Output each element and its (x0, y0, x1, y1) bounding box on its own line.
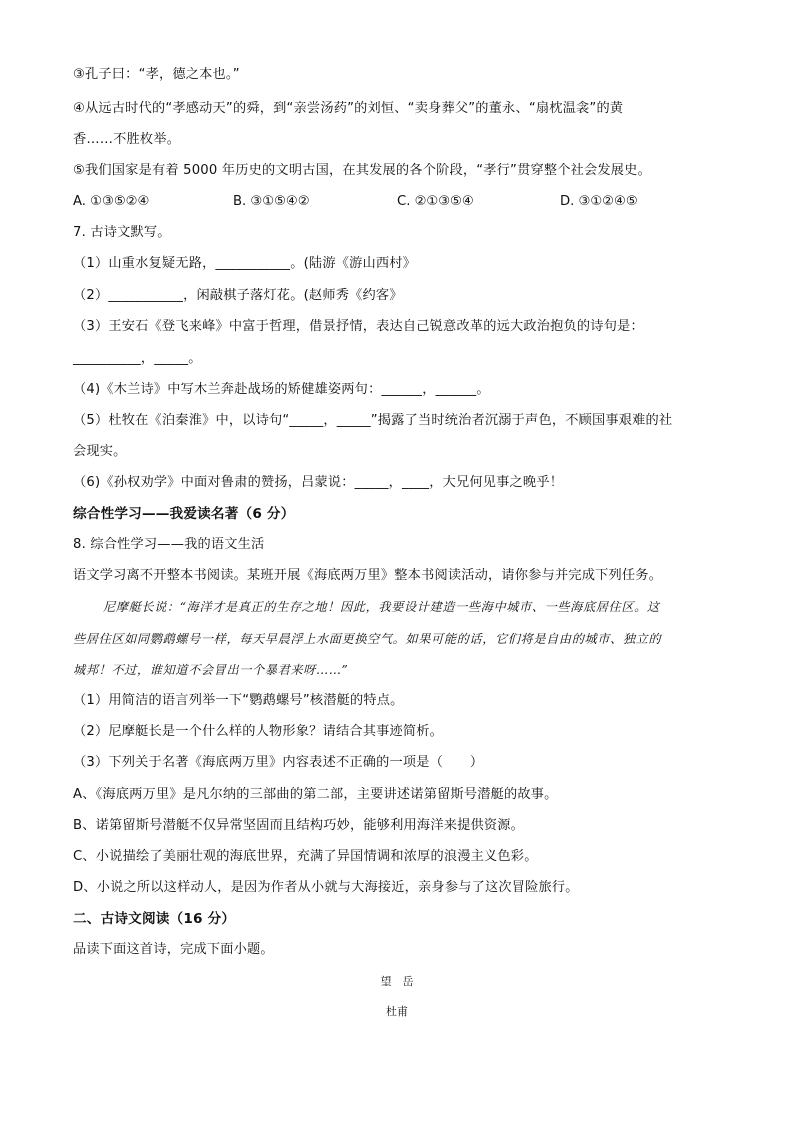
section-heading-poetry: 二、古诗文阅读（16 分） (73, 911, 236, 927)
q7-item-3-blanks: __________，_____。 (73, 351, 202, 366)
option-d[interactable]: D. ③①②④⑤ (560, 194, 638, 209)
q8-choice-d[interactable]: D、小说之所以这样动人，是因为作者从小就与大海接近，亲身参与了这次冒险旅行。 (73, 880, 579, 895)
q8-question-1: （1）用简洁的语言列举一下“鹦鹉螺号”核潜艇的特点。 (73, 693, 404, 708)
option-b[interactable]: B. ③①⑤④② (233, 194, 310, 209)
q8-intro: 语文学习离不开整本书阅读。某班开展《海底两万里》整本书阅读活动，请你参与并完成下列任务。 (73, 568, 663, 583)
q7-item-5-cont: 会现实。 (73, 444, 127, 459)
q7-item-3: （3）王安石《登飞来峰》中富于哲理，借景抒情，表达自己锐意改革的远大政治抱负的诗句是： (73, 319, 644, 334)
q7-title: 7. 古诗文默写。 (73, 225, 171, 240)
poetry-intro: 品读下面这首诗，完成下面小题。 (73, 942, 274, 957)
q7-item-4: （4)《木兰诗》中写木兰奔赴战场的矫健雄姿两句：______，______。 (73, 382, 490, 397)
quote-line-3: 城邦！不过，谁知道不会冒出一个暴君来呀……” (73, 663, 349, 677)
q8-question-3: （3）下列关于名著《海底两万里》内容表述不正确的一项是（ ） (73, 755, 484, 770)
statement-4-cont: 香……不胜枚举。 (73, 132, 181, 147)
q8-title: 8. 综合性学习——我的语文生活 (73, 537, 265, 552)
option-c[interactable]: C. ②①③⑤④ (397, 194, 474, 209)
q8-choice-a[interactable]: A、《海底两万里》是凡尔纳的三部曲的第二部，主要讲述诺第留斯号潜艇的故事。 (73, 787, 558, 802)
statement-4: ④从远古时代的“孝感动天”的舜，到“亲尝汤药”的刘恒、“卖身葬父”的董永、“扇枕温衾”的黄 (73, 101, 624, 116)
q7-item-5: （5）杜牧在《泊秦淮》中，以诗句“_____，_____”揭露了当时统治者沉溺于声色，不顾国事艰难的社 (73, 413, 673, 428)
q7-item-2: （2）___________，闲敲棋子落灯花。(赵师秀《约客》 (73, 288, 403, 303)
poem-author: 杜甫 (386, 1005, 408, 1018)
q7-item-1: （1）山重水复疑无路，___________。(陆游《游山西村》 (73, 256, 417, 271)
statement-3: ③孔子曰：“孝，德之本也。” (73, 67, 240, 82)
quote-line-2: 些居住区如同鹦鹉螺号一样，每天早晨浮上水面更换空气。如果可能的话，它们将是自由的城市、独立的 (73, 632, 662, 646)
q8-question-2: （2）尼摩艇长是一个什么样的人物形象？请结合其事迹简析。 (73, 724, 444, 739)
option-a[interactable]: A. ①③⑤②④ (73, 194, 150, 209)
section-heading-reading: 综合性学习——我爱读名著（6 分） (73, 506, 295, 522)
q8-choice-c[interactable]: C、小说描绘了美丽壮观的海底世界，充满了异国情调和浓厚的浪漫主义色彩。 (73, 849, 538, 864)
answer-options (73, 193, 713, 211)
poem-title: 望 岳 (380, 975, 414, 988)
q7-item-6: （6)《孙权劝学》中面对鲁肃的赞扬，吕蒙说：_____，____，大兄何见事之晚乎！ (73, 475, 564, 490)
quote-line-1: 尼摩艇长说：“海洋才是真正的生存之地！因此，我要设计建造一些海中城市、一些海底居住区。这 (103, 600, 660, 614)
statement-5: ⑤我们国家是有着 5000 年历史的文明古国，在其发展的各个阶段，“孝行”贯穿整个社会发展史。 (73, 163, 651, 178)
q8-choice-b[interactable]: B、诺第留斯号潜艇不仅异常坚固而且结构巧妙，能够利用海洋来提供资源。 (73, 818, 525, 833)
